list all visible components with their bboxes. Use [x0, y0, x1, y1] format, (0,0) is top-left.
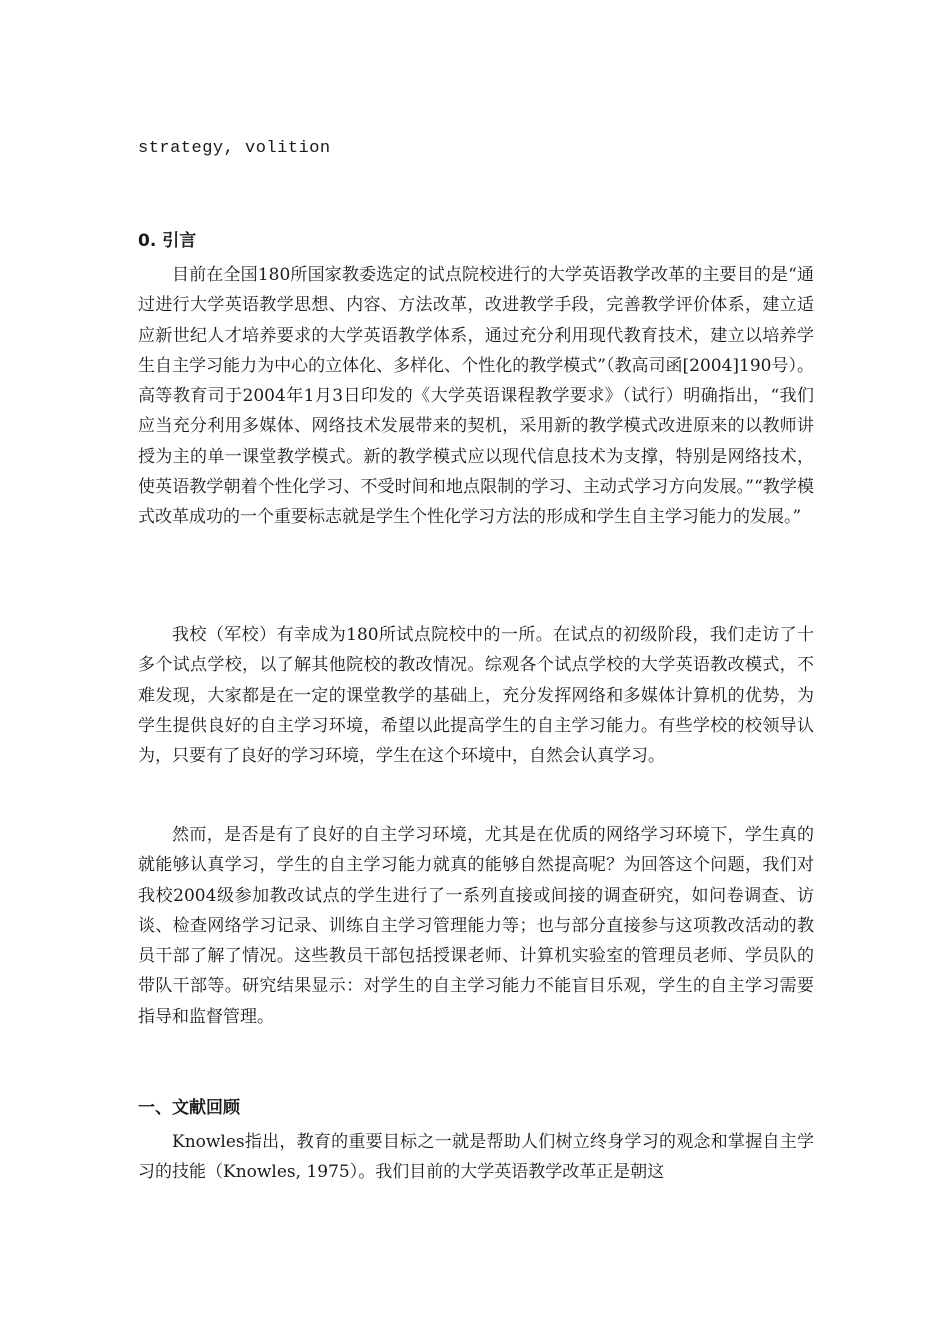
section-heading-literature-review: 一、文献回顾	[138, 1098, 240, 1118]
keywords-continuation: strategy, volition	[138, 139, 331, 158]
section-heading-introduction: 0. 引言	[138, 231, 197, 251]
paragraph-intro-1: 目前在全国180所国家教委选定的试点院校进行的大学英语教学改革的主要目的是“通过进行大学英语教学思想、内容、方法改革，改进教学手段，完善教学评价体系，建立适应新世纪人才培养要求的大学英语教学体系，通过充分利用现代教育技术，建立以培养学生自主学习能力为中心的立体化、多样化、个性化的教学模式”（教高司函[2004]190号）。高等教育司于2004年1月3日印发的《大学英语课程教学要求》（试行）明确指出，“我们应当充分利用多媒体、网络技术发展带来的契机，采用新的教学模式改进原来的以教师讲授为主的单一课堂教学模式。新的教学模式应以现代信息技术为支撑，特别是网络技术，使英语教学朝着个性化学习、不受时间和地点限制的学习、主动式学习方向发展。”“教学模式改革成功的一个重要标志就是学生个性化学习方法的形成和学生自主学习能力的发展。”	[138, 265, 814, 528]
paragraph-literature-1: Knowles指出，教育的重要目标之一就是帮助人们树立终身学习的观念和掌握自主学习的技能（Knowles, 1975）。我们目前的大学英语教学改革正是朝这	[138, 1132, 814, 1183]
paragraph-intro-3: 然而，是否是有了良好的自主学习环境，尤其是在优质的网络学习环境下，学生真的就能够认真学习，学生的自主学习能力就真的能够自然提高呢？为回答这个问题，我们对我校2004级参加教改试点的学生进行了一系列直接或间接的调查研究，如问卷调查、访谈、检查网络学习记录、训练自主学习管理能力等；也与部分直接参与这项教改活动的教员干部了解了情况。这些教员干部包括授课老师、计算机实验室的管理员老师、学员队的带队干部等。研究结果显示：对学生的自主学习能力不能盲目乐观，学生的自主学习需要指导和监督管理。	[138, 825, 814, 1027]
paragraph-intro-2: 我校（军校）有幸成为180所试点院校中的一所。在试点的初级阶段，我们走访了十多个试点学校，以了解其他院校的教改情况。综观各个试点学校的大学英语教改模式，不难发现，大家都是在一定的课堂教学的基础上，充分发挥网络和多媒体计算机的优势，为学生提供良好的自主学习环境，希望以此提高学生的自主学习能力。有些学校的校领导认为，只要有了良好的学习环境，学生在这个环境中，自然会认真学习。	[138, 625, 814, 767]
